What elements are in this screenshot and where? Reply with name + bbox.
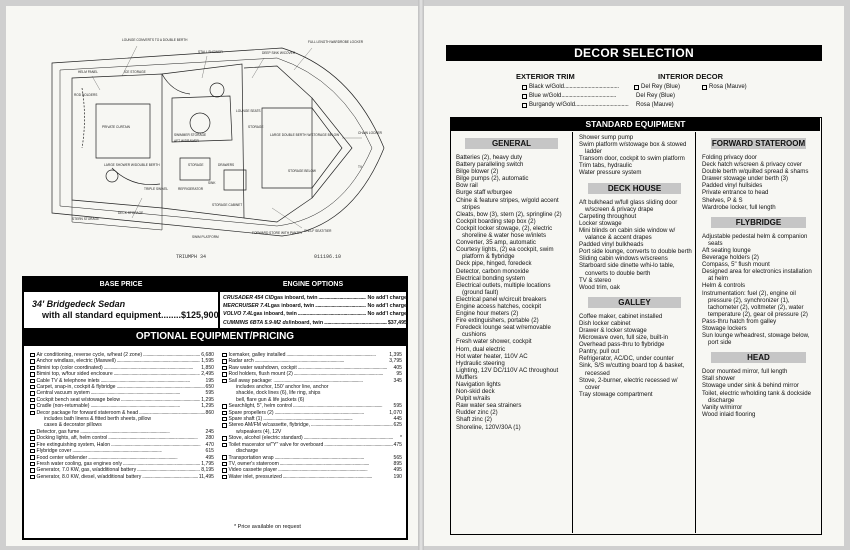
- equipment-item: Tray stowage compartment: [579, 390, 653, 398]
- equipment-item: Trim tabs, hydraulic: [579, 162, 632, 170]
- equipment-item: Lighting, 12V DC/110V AC throughout: [456, 366, 559, 374]
- diagram-label: AFT W/DRAWER: [174, 139, 199, 143]
- equipment-item: Port side lounge, converts to double berth: [579, 248, 692, 256]
- equipment-item: Private entrance to head: [702, 189, 769, 197]
- option-checkbox[interactable]: [30, 398, 35, 403]
- option-checkbox[interactable]: [222, 411, 227, 416]
- option-detail: w/speakers (4), 12V: [236, 428, 282, 435]
- equipment-item: Carpeting throughout: [579, 212, 637, 220]
- equipment-item: TV & stereo: [579, 276, 612, 284]
- option-desc: Rod holders, flush mount (2): [228, 371, 293, 378]
- option-price: 860: [205, 409, 214, 416]
- option-price: 895: [393, 460, 402, 467]
- option-price: 615: [205, 448, 214, 455]
- option-checkbox[interactable]: [30, 391, 35, 396]
- option-desc: Video cassette player: [228, 467, 278, 474]
- option-detail: includes anchor, 150' anchor line, anchor: [236, 384, 329, 391]
- equipment-item: Electrical panel w/circuit breakers: [456, 295, 547, 303]
- option-price: 1,595: [201, 358, 214, 365]
- engine-options-header: ENGINE OPTIONS: [220, 278, 406, 292]
- option-price: 405: [393, 364, 402, 371]
- option-detail: cases & decorator pillows: [44, 422, 102, 429]
- base-price-header: BASE PRICE: [24, 278, 218, 292]
- equipment-item: Shaft zinc (2): [456, 416, 492, 424]
- equipment-item: Burge staff w/burgee: [456, 189, 513, 197]
- interior-label: Del Rey (Blue): [636, 93, 676, 99]
- engine-desc: inboard, twin: [290, 319, 324, 326]
- exterior-checkbox[interactable]: [522, 103, 527, 108]
- option-desc: TV, owner's stateroom: [228, 460, 279, 467]
- equipment-item: Pass-thru hatch from galley: [702, 317, 777, 325]
- equipment-item: Electrical bonding system: [456, 274, 526, 282]
- equipment-item: Shelves, P & S: [702, 196, 743, 204]
- option-checkbox[interactable]: [222, 468, 227, 473]
- equipment-item: Detector, carbon monoxide: [456, 267, 529, 275]
- option-checkbox[interactable]: [222, 366, 227, 371]
- leader-dots: [324, 319, 387, 327]
- exterior-label: Burgandy w/Gold: [529, 102, 576, 108]
- engine-option-row: [223, 310, 407, 318]
- equipment-item: Overhead pass-thru to flybridge: [579, 341, 665, 349]
- equipment-item: Microwave oven, full size, built-in: [579, 334, 669, 342]
- base-price-value: $125,900: [181, 310, 219, 320]
- exterior-trim-header: EXTERIOR TRIM: [516, 72, 575, 81]
- option-checkbox[interactable]: [222, 353, 227, 358]
- option-price: 345: [393, 377, 402, 384]
- option-price: 445: [393, 416, 402, 423]
- interior-decor-option: [636, 92, 675, 100]
- interior-label: Rosa (Mauve): [709, 84, 747, 90]
- engine-price: $37,495: [387, 319, 407, 326]
- equipment-item: Cleats, bow (3), stern (2), springline (2): [456, 210, 562, 218]
- option-desc: Detector, gas fume: [36, 428, 80, 435]
- option-desc: Fire extinguishing system, Halon: [36, 441, 111, 448]
- equipment-item: Courtesy lights, (2) ea cockpit, swim platform & flybridge: [456, 246, 554, 261]
- leader-dots: [564, 83, 642, 91]
- exterior-trim-option: [522, 83, 642, 91]
- equipment-item: Battery paralleling switch: [456, 161, 524, 169]
- diagram-label: DEEP SINK W/COVER: [262, 51, 296, 55]
- equipment-item: Deck pipe, hinged, foredeck: [456, 260, 532, 268]
- option-checkbox[interactable]: [30, 372, 35, 377]
- diagram-label: TV: [358, 165, 363, 169]
- equipment-item: Compass, 5" flush mount: [702, 261, 770, 269]
- option-desc: Food center w/blender: [36, 454, 88, 461]
- option-row: [222, 422, 402, 428]
- diagram-label: LARGE SHOWER W/DOUBLE BERTH: [104, 163, 160, 167]
- option-desc: Searchlight, 5", helm control: [228, 403, 293, 410]
- engine-option-row: [223, 319, 407, 327]
- option-desc: Generator, 7.0 KW, gas, w/additional battery: [36, 467, 137, 474]
- option-desc: Bimini top (color coordinated): [36, 364, 103, 371]
- option-price: 245: [205, 428, 214, 435]
- equipment-item: Drawer stowage under berth (3): [702, 175, 789, 183]
- diagram-label: STORAGE: [188, 163, 204, 167]
- option-checkbox[interactable]: [30, 385, 35, 390]
- option-price: 11,495: [198, 473, 214, 480]
- option-desc: Carpet, snap-in, cockpit & flybridge: [36, 384, 116, 391]
- equipment-item: Aft seating lounge: [702, 246, 751, 254]
- option-price: 1,850: [201, 364, 214, 371]
- option-desc: Sail away package:: [228, 377, 273, 384]
- option-desc: Stereo AM/FM w/cassette, flybridge,: [228, 422, 311, 429]
- equipment-item: Pulpit w/rails: [456, 395, 491, 403]
- option-checkbox[interactable]: [30, 366, 35, 371]
- option-checkbox[interactable]: [30, 411, 35, 416]
- deck-plan-drawing: [12, 8, 412, 266]
- interior-checkbox[interactable]: [702, 85, 707, 90]
- diagram-label: LARGE DOUBLE BERTH W/STORAGE BELOW: [270, 133, 340, 137]
- exterior-label: Black w/Gold: [529, 84, 565, 90]
- interior-checkbox[interactable]: [634, 85, 639, 90]
- equipment-item: Sun lounge w/headrest, stowage below, port side: [702, 332, 810, 347]
- option-desc: Cable TV & telephone inlets: [36, 377, 100, 384]
- option-desc: Cockpit bench seat w/stowage below: [36, 396, 121, 403]
- diagram-label: DRAWERS: [218, 163, 235, 167]
- equipment-item: Stall shower: [702, 375, 736, 383]
- equipment-item: Bow rail: [456, 182, 478, 190]
- option-desc: Decor package for forward stateroom & head: [36, 409, 139, 416]
- option-desc: Water inlet, pressurized: [228, 473, 282, 480]
- diagram-label: STORAGE CABINET: [212, 203, 243, 207]
- exterior-trim-option: [522, 92, 653, 100]
- option-price: 470: [205, 441, 214, 448]
- option-checkbox[interactable]: [222, 379, 227, 384]
- engine-desc: gas inboard, twin: [253, 311, 297, 318]
- price-box: [22, 276, 408, 540]
- option-detail: includes bath linens & fitted berth sheets, pillow: [44, 416, 152, 423]
- standard-column-3: [697, 132, 820, 533]
- option-desc: Icemaker, galley installed: [228, 352, 286, 358]
- diagram-label: STORAGE BELOW: [288, 169, 316, 173]
- optional-equipment-header: OPTIONAL EQUIPMENT/PRICING: [24, 328, 406, 346]
- option-price: 565: [393, 454, 402, 461]
- option-desc: Air conditioning, reverse cycle, w/heat (2 zone): [36, 352, 143, 358]
- leader-dots: [283, 474, 393, 480]
- equipment-item: Chine & feature stripes, w/gold accent stripes: [456, 196, 559, 211]
- engine-options-list: [223, 294, 407, 327]
- equipment-item: Locker stowage: [579, 219, 622, 227]
- option-checkbox[interactable]: [222, 475, 227, 480]
- option-price: 1,295: [201, 396, 214, 403]
- equipment-item: Fresh water shower, cockpit: [456, 338, 532, 346]
- diagram-label: STORAGE: [248, 125, 264, 129]
- diagram-label: FORWARD STORE WITH PANTRY: [252, 231, 303, 235]
- equipment-item: Instrumentation: fuel (2), engine oil pressure (2), synchronizer (1), tachometer (2), voltmeter (2), water temperature (2), gear oil pressure (2): [702, 289, 808, 318]
- option-desc: Radar arch: [228, 358, 254, 365]
- option-checkbox[interactable]: [222, 417, 227, 422]
- diagram-code: 011196.10: [314, 254, 342, 260]
- left-page: [6, 6, 418, 546]
- diagram-label: STALL SHOWER: [198, 50, 223, 54]
- section-header-head: HEAD: [711, 352, 806, 363]
- equipment-item: Dish locker cabinet: [579, 319, 631, 327]
- engine-option-row: [223, 294, 407, 302]
- option-desc: Spare shaft (1): [228, 416, 263, 423]
- equipment-item: Horn, dual electric: [456, 345, 506, 353]
- diagram-label: REFRIGERATOR: [178, 187, 204, 191]
- option-row: [222, 474, 402, 480]
- diagram-label: FULL LENGTH WARDROBE LOCKER: [308, 40, 364, 44]
- option-price: 1,795: [201, 460, 214, 467]
- leader-dots: [324, 442, 392, 448]
- equipment-item: Cockpit locker stowage, (2), electric shoreline & water hose w/inlets: [456, 224, 553, 240]
- engine-name: VOLVO 7.4L: [223, 311, 254, 318]
- option-checkbox[interactable]: [30, 449, 35, 454]
- leader-dots: [298, 310, 367, 318]
- option-price: 475: [393, 441, 402, 448]
- option-checkbox[interactable]: [222, 372, 227, 377]
- equipment-item: Engine access hatches, cockpit: [456, 302, 542, 310]
- option-desc: Flybridge cover: [36, 448, 72, 455]
- option-checkbox[interactable]: [30, 430, 35, 435]
- option-price: 650: [205, 384, 214, 391]
- equipment-item: Stowage under sink & behind mirror: [702, 382, 799, 390]
- option-checkbox[interactable]: [30, 462, 35, 467]
- option-desc: Raw water washdown, cockpit: [228, 364, 297, 371]
- option-price: 190: [393, 473, 402, 480]
- diagram-label: STERN STORAGE: [72, 217, 100, 221]
- equipment-item: Foredeck lounge seat w/removable cushions: [456, 324, 551, 339]
- section-header-galley: GALLEY: [588, 297, 681, 308]
- option-desc: Central vacuum system: [36, 390, 90, 397]
- diagram-label: HELM PANEL: [78, 70, 98, 74]
- leader-dots: ........: [161, 310, 182, 320]
- option-desc: Fresh water cooling, gas engines only: [36, 460, 123, 467]
- base-price-model: 34' Bridgedeck Sedan: [32, 299, 126, 309]
- option-checkbox[interactable]: [222, 462, 227, 467]
- interior-decor-option: [702, 83, 747, 91]
- equipment-item: Helm & controls: [702, 282, 746, 290]
- equipment-item: Sink, S/S w/cutting board top & basket, recessed: [579, 362, 685, 377]
- base-price-line: [42, 310, 219, 320]
- option-checkbox[interactable]: [222, 423, 227, 428]
- diagram-label: ICE STORAGE: [124, 70, 146, 74]
- option-price: 625: [393, 422, 402, 429]
- standard-equipment-header: STANDARD EQUIPMENT: [451, 118, 820, 131]
- section-header-deck-house: DECK HOUSE: [588, 183, 681, 194]
- option-desc: Spare propellers (2): [228, 409, 274, 416]
- option-checkbox[interactable]: [30, 468, 35, 473]
- diagram-label: SHELF SEAT/TIER: [304, 229, 332, 233]
- diagram-model: TRIUMPH 34: [176, 254, 207, 260]
- engine-desc: gas inboard, twin: [270, 303, 315, 310]
- option-price: 280: [205, 435, 214, 442]
- option-checkbox[interactable]: [222, 436, 227, 441]
- option-checkbox[interactable]: [30, 359, 35, 364]
- equipment-item: Bilge pumps (2), automatic: [456, 175, 529, 183]
- diagram-label: SWIMMER STORAGE: [174, 133, 207, 137]
- diagram-label: LOUNGE SEATS: [236, 109, 261, 113]
- equipment-item: Shower sump pump: [579, 134, 634, 141]
- base-price-desc: with all standard equipment: [42, 310, 162, 320]
- interior-decor-header: INTERIOR DECOR: [658, 72, 724, 81]
- equipment-item: Coffee maker, cabinet installed: [579, 312, 663, 320]
- option-price: 6,680: [201, 352, 214, 358]
- equipment-item: Rudder zinc (2): [456, 409, 498, 417]
- equipment-item: Adjustable pedestal helm & companion seats: [702, 232, 808, 247]
- diagram-label: ROD HOLDERS: [74, 93, 98, 97]
- section-header-forward-stateroom: FORWARD STATEROOM: [711, 139, 806, 148]
- option-checkbox[interactable]: [222, 359, 227, 364]
- option-detail: discharge: [236, 448, 259, 455]
- diagram-label: CHAIN LOCKER: [358, 131, 382, 135]
- equipment-item: Sliding cabin windows w/screens: [579, 255, 668, 263]
- standard-equipment-box: [450, 117, 822, 535]
- option-checkbox[interactable]: [222, 443, 227, 448]
- standard-column-1: [451, 132, 573, 533]
- decor-selection-title: DECOR SELECTION: [446, 45, 822, 61]
- option-checkbox[interactable]: [30, 379, 35, 384]
- option-price: 8,195: [201, 467, 214, 474]
- equipment-item: Beverage holders (2): [702, 254, 759, 262]
- option-price: 195: [205, 377, 214, 384]
- divider: [218, 278, 220, 328]
- option-desc: Stove, alcohol (electric standard): [228, 435, 303, 442]
- option-desc: Toilet macerator w/"Y" valve for overboard: [228, 441, 324, 448]
- equipment-item: Electrical outlets, multiple locations (ground fault): [456, 281, 551, 296]
- exterior-trim-option: [522, 101, 629, 109]
- option-price: 595: [205, 390, 214, 397]
- equipment-item: Stowage lockers: [702, 324, 747, 332]
- engine-price: No add'l charge: [367, 303, 407, 310]
- interior-decor-option: [636, 101, 674, 109]
- option-desc: Anchor windlass, electric (Maxwell): [36, 358, 116, 365]
- option-checkbox[interactable]: [222, 455, 227, 460]
- equipment-item: Transom door, cockpit to swim platform: [579, 155, 685, 163]
- diagram-label: DECK STORAGE: [118, 211, 144, 215]
- option-price: 1,070: [389, 409, 402, 416]
- equipment-item: Non-skid deck: [456, 388, 495, 396]
- equipment-item: Wood inlaid flooring: [702, 410, 756, 418]
- equipment-item: Stove, 2-burner, electric recessed w/ cover: [579, 376, 678, 391]
- exterior-label: Blue w/Gold: [529, 93, 562, 99]
- option-detail: bell, flare gun & life jackets (6): [236, 396, 305, 403]
- option-checkbox[interactable]: [30, 404, 35, 409]
- equipment-item: Pantry, pull out: [579, 348, 620, 356]
- option-checkbox[interactable]: [30, 475, 35, 480]
- equipment-item: Aft bulkhead w/full glass sliding door w/screen & privacy drape: [579, 198, 678, 213]
- section-header-flybridge: FLYBRIDGE: [711, 217, 806, 228]
- engine-name: CRUSADER 454 CID: [223, 295, 274, 301]
- equipment-item: Batteries (2), heavy duty: [456, 154, 523, 161]
- engine-price: No add'l charge: [367, 295, 407, 301]
- equipment-item: Mufflers: [456, 373, 478, 381]
- option-price: *: [400, 435, 402, 442]
- equipment-item: Mini blinds on cabin side window w/ valance & accent drapes: [579, 226, 676, 242]
- engine-name: MERCRUISER 7.4L: [223, 303, 271, 310]
- leader-dots: [315, 302, 366, 310]
- interior-label: Rosa (Mauve): [636, 102, 674, 108]
- equipment-item: Deck hatch w/screen & privacy cover: [702, 161, 802, 169]
- diagram-label: SWIM PLATFORM: [192, 235, 219, 239]
- engine-price: No add'l charge: [367, 311, 407, 318]
- option-price: 2,495: [201, 371, 214, 378]
- right-page: [424, 6, 844, 546]
- engine-option-row: [223, 302, 407, 310]
- option-price: 3,795: [389, 358, 402, 365]
- option-detail: shackle, dock lines (6), life ring, ships: [236, 390, 321, 397]
- engine-name: CUMMINS 6BTA 5.9-M2 dsl: [223, 319, 291, 326]
- option-checkbox[interactable]: [30, 436, 35, 441]
- equipment-item: Padded vinyl bulkheads: [579, 241, 644, 249]
- option-checkbox[interactable]: [222, 404, 227, 409]
- equipment-item: Shoreline, 120V/30A (1): [456, 423, 521, 431]
- option-desc: Docking lights, aft, helm control: [36, 435, 108, 442]
- engine-desc: gas inboard, twin: [273, 295, 318, 301]
- option-price: 495: [393, 467, 402, 474]
- equipment-item: Wood trim, oak: [579, 283, 620, 291]
- option-price: 95: [396, 371, 402, 378]
- interior-label: Del Rey (Blue): [641, 84, 681, 90]
- diagram-label: LOUNGE CONVERTS TO A DOUBLE BERTH: [122, 38, 188, 42]
- equipment-item: Double berth w/quilted spread & shams: [702, 168, 809, 176]
- option-desc: Transportation wrap: [228, 454, 274, 461]
- option-checkbox[interactable]: [30, 353, 35, 358]
- equipment-item: Folding privacy door: [702, 154, 757, 161]
- interior-decor-option: [634, 83, 680, 91]
- option-price: 595: [393, 403, 402, 410]
- option-desc: Bimini top, w/four sided enclosure: [36, 371, 113, 378]
- option-checkbox[interactable]: [30, 455, 35, 460]
- equipment-item: Water pressure system: [579, 169, 642, 177]
- equipment-item: Vanity w/mirror: [702, 403, 743, 411]
- deck-plan-diagram: [12, 8, 412, 266]
- option-checkbox[interactable]: [30, 443, 35, 448]
- equipment-item: Navigation lights: [456, 381, 501, 388]
- diagram-label: SINK: [208, 181, 216, 185]
- equipment-item: Raw water sea strainers: [456, 402, 522, 410]
- equipment-item: Swim platform w/stowage box & stowed ladder: [579, 141, 687, 156]
- equipment-item: Door mounted mirror, full length: [702, 368, 788, 376]
- optional-list-left: [30, 352, 214, 480]
- equipment-item: Padded vinyl hullsides: [702, 182, 763, 190]
- exterior-checkbox[interactable]: [522, 94, 527, 99]
- optional-list-right: [222, 352, 402, 480]
- price-note: * Price available on request: [234, 524, 301, 530]
- diagram-label: TRIPLE SWIVEL: [144, 187, 169, 191]
- exterior-checkbox[interactable]: [522, 85, 527, 90]
- leader-dots: [311, 422, 392, 428]
- option-desc: Generator, 8.0 KW, diesel, w/additional battery: [36, 473, 142, 480]
- option-price: 1,395: [389, 352, 402, 358]
- option-desc: Cradle (non-returnable): [36, 403, 90, 410]
- equipment-item: Refrigerator, AC/DC, under counter: [579, 355, 674, 363]
- equipment-item: Cockpit boarding step box (2): [456, 217, 536, 225]
- equipment-item: Fire extinguishers, portable (2): [456, 317, 539, 325]
- equipment-item: Wardrobe locker, full length: [702, 203, 776, 211]
- standard-column-2: [574, 132, 696, 533]
- equipment-item: Converter, 35 amp, automatic: [456, 239, 536, 247]
- leader-dots: [142, 474, 198, 480]
- equipment-item: Toilet, electric w/holding tank & dockside discharge: [702, 389, 812, 404]
- equipment-item: Designed area for electronics installation at helm: [702, 268, 812, 283]
- equipment-item: Engine hour meters (2): [456, 310, 519, 318]
- diagram-label: PRIVATE CURTAIN: [102, 125, 130, 129]
- equipment-item: Hot water heater, 110V AC: [456, 352, 528, 360]
- equipment-item: Hydraulic steering: [456, 359, 505, 367]
- equipment-item: Starboard side dinette w/hi-lo table, converts to double berth: [579, 262, 675, 277]
- leader-dots: [318, 294, 366, 302]
- leader-dots: [575, 101, 629, 109]
- option-price: 495: [205, 454, 214, 461]
- section-header-general: GENERAL: [465, 138, 558, 149]
- option-row: [30, 474, 214, 480]
- equipment-item: Bilge blower (2): [456, 168, 499, 176]
- equipment-item: Drawer & locker stowage: [579, 326, 647, 334]
- option-price: 1,295: [201, 403, 214, 410]
